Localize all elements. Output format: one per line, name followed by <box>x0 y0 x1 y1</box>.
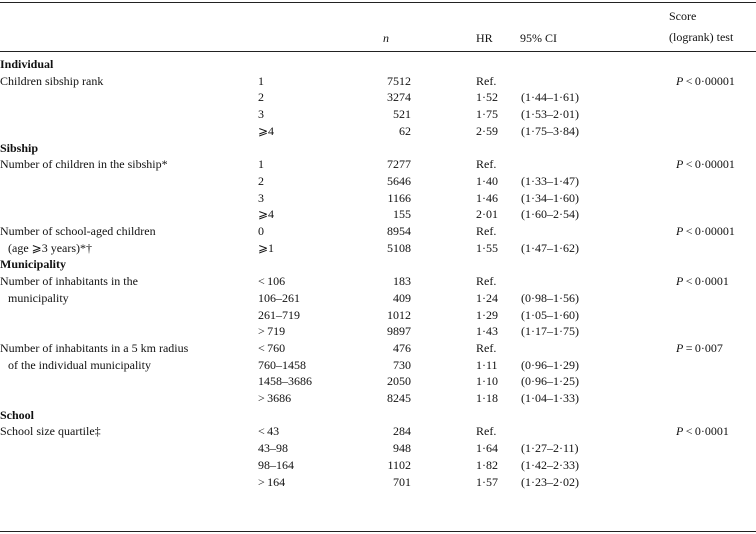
category-cell: ⩾4 <box>258 207 275 222</box>
category-cell: 261–719 <box>258 307 300 322</box>
hr-cell: Ref. <box>476 274 497 289</box>
header-ci: 95% CI <box>520 31 557 45</box>
hr-cell: 1·75 <box>476 107 498 122</box>
n-cell: 8954 <box>387 224 411 238</box>
hr-cell: 2·59 <box>476 123 498 138</box>
variable-label: (age ⩾3 years)*† <box>8 240 93 255</box>
header-score-line2: (logrank) test <box>669 30 734 44</box>
ci-cell: (1·34–1·60) <box>521 190 579 205</box>
n-cell: 1166 <box>387 190 411 205</box>
category-cell: 1458–3686 <box>258 374 312 389</box>
ci-cell: (1·23–2·02) <box>521 474 579 489</box>
header-n: n <box>383 31 389 45</box>
ci-cell: (1·53–2·01) <box>521 107 579 122</box>
ci-cell: (0·96–1·25) <box>521 374 579 389</box>
n-cell: 284 <box>393 424 411 439</box>
category-cell: 3 <box>258 107 264 122</box>
ci-cell: (1·75–3·84) <box>521 123 579 138</box>
category-cell: ⩾4 <box>258 123 275 138</box>
ci-cell: (1·27–2·11) <box>521 441 579 456</box>
variable-label: municipality <box>8 290 69 305</box>
hr-cell: 1·46 <box>476 190 498 205</box>
n-cell: 1012 <box>387 307 411 322</box>
category-cell: 760–1458 <box>258 357 306 372</box>
ci-cell: (1·04–1·33) <box>521 391 579 405</box>
p-value-cell: P < 0·0001 <box>676 424 729 439</box>
variable-label: Number of inhabitants in the <box>0 274 138 289</box>
n-cell: 7512 <box>387 73 411 88</box>
p-value-cell: P < 0·00001 <box>676 73 735 88</box>
hr-cell: 1·18 <box>476 391 498 405</box>
category-cell: 43–98 <box>258 441 288 456</box>
category-cell: 3 <box>258 190 264 205</box>
hr-cell: 1·29 <box>476 307 498 322</box>
hr-cell: Ref. <box>476 340 497 355</box>
category-cell: 1 <box>258 157 264 172</box>
category-cell: 0 <box>258 224 264 238</box>
ci-cell: (1·42–2·33) <box>521 457 579 472</box>
variable-label: School size quartile‡ <box>0 424 101 439</box>
n-cell: 476 <box>393 340 411 355</box>
hr-cell: Ref. <box>476 157 497 172</box>
n-cell: 2050 <box>387 374 411 389</box>
n-cell: 409 <box>393 290 411 305</box>
hr-cell: 1·43 <box>476 324 498 339</box>
n-cell: 730 <box>393 357 411 372</box>
hr-cell: 1·57 <box>476 474 498 489</box>
n-cell: 62 <box>399 123 411 138</box>
ci-cell: (1·47–1·62) <box>521 240 579 255</box>
header-score-line1: Score <box>669 9 697 23</box>
p-value-cell: P < 0·00001 <box>676 224 735 238</box>
category-cell: 106–261 <box>258 290 300 305</box>
hr-cell: 1·10 <box>476 374 498 389</box>
hr-cell: 1·40 <box>476 173 498 188</box>
ci-cell: (0·96–1·29) <box>521 357 579 372</box>
p-value-cell: P = 0·007 <box>676 340 723 355</box>
hr-cell: 2·01 <box>476 207 498 222</box>
ci-cell: (1·60–2·54) <box>521 207 579 222</box>
ci-cell: (1·05–1·60) <box>521 307 579 322</box>
n-cell: 155 <box>393 207 411 222</box>
top-rule <box>0 2 756 3</box>
n-cell: 948 <box>393 441 411 456</box>
n-cell: 521 <box>393 107 411 122</box>
category-cell: 98–164 <box>258 457 294 472</box>
category-cell: < 43 <box>258 424 280 439</box>
ci-cell: (1·33–1·47) <box>521 173 579 188</box>
hr-cell: Ref. <box>476 224 497 238</box>
n-cell: 5646 <box>387 173 411 188</box>
category-cell: < 760 <box>258 340 286 355</box>
n-cell: 183 <box>393 274 411 289</box>
n-cell: 1102 <box>387 457 411 472</box>
hr-cell: Ref. <box>476 424 497 439</box>
n-cell: 3274 <box>387 90 411 105</box>
variable-label: Children sibship rank <box>0 73 104 88</box>
category-cell: > 3686 <box>258 391 292 405</box>
section-title: School <box>0 407 35 422</box>
variable-label: of the individual municipality <box>8 357 151 372</box>
n-cell: 701 <box>393 474 411 489</box>
variable-label: Number of children in the sibship* <box>0 157 168 172</box>
header-rule <box>0 51 756 52</box>
ci-cell: (1·17–1·75) <box>521 324 579 339</box>
category-cell: ⩾1 <box>258 240 275 255</box>
n-cell: 7277 <box>387 157 411 172</box>
hr-cell: 1·55 <box>476 240 498 255</box>
category-cell: > 164 <box>258 474 286 489</box>
hr-cell: Ref. <box>476 73 497 88</box>
ci-cell: (1·44–1·61) <box>521 90 579 105</box>
hr-cell: 1·82 <box>476 457 498 472</box>
category-cell: 1 <box>258 73 264 88</box>
n-cell: 9897 <box>387 324 411 339</box>
category-cell: > 719 <box>258 324 286 339</box>
category-cell: 2 <box>258 173 264 188</box>
section-title: Municipality <box>0 257 67 272</box>
hr-cell: 1·11 <box>476 357 498 372</box>
hr-cell: 1·24 <box>476 290 498 305</box>
variable-label: Number of inhabitants in a 5 km radius <box>0 340 189 355</box>
hr-cell: 1·64 <box>476 441 498 456</box>
variable-label: Number of school-aged children <box>0 224 156 238</box>
category-cell: 2 <box>258 90 264 105</box>
p-value-cell: P < 0·00001 <box>676 157 735 172</box>
hr-cell: 1·52 <box>476 90 498 105</box>
category-cell: < 106 <box>258 274 286 289</box>
bottom-rule <box>0 531 756 532</box>
p-value-cell: P < 0·0001 <box>676 274 729 289</box>
section-title: Individual <box>0 57 54 71</box>
n-cell: 8245 <box>387 391 411 405</box>
section-title: Sibship <box>0 140 39 155</box>
ci-cell: (0·98–1·56) <box>521 290 579 305</box>
header-hr: HR <box>476 31 493 45</box>
n-cell: 5108 <box>387 240 411 255</box>
